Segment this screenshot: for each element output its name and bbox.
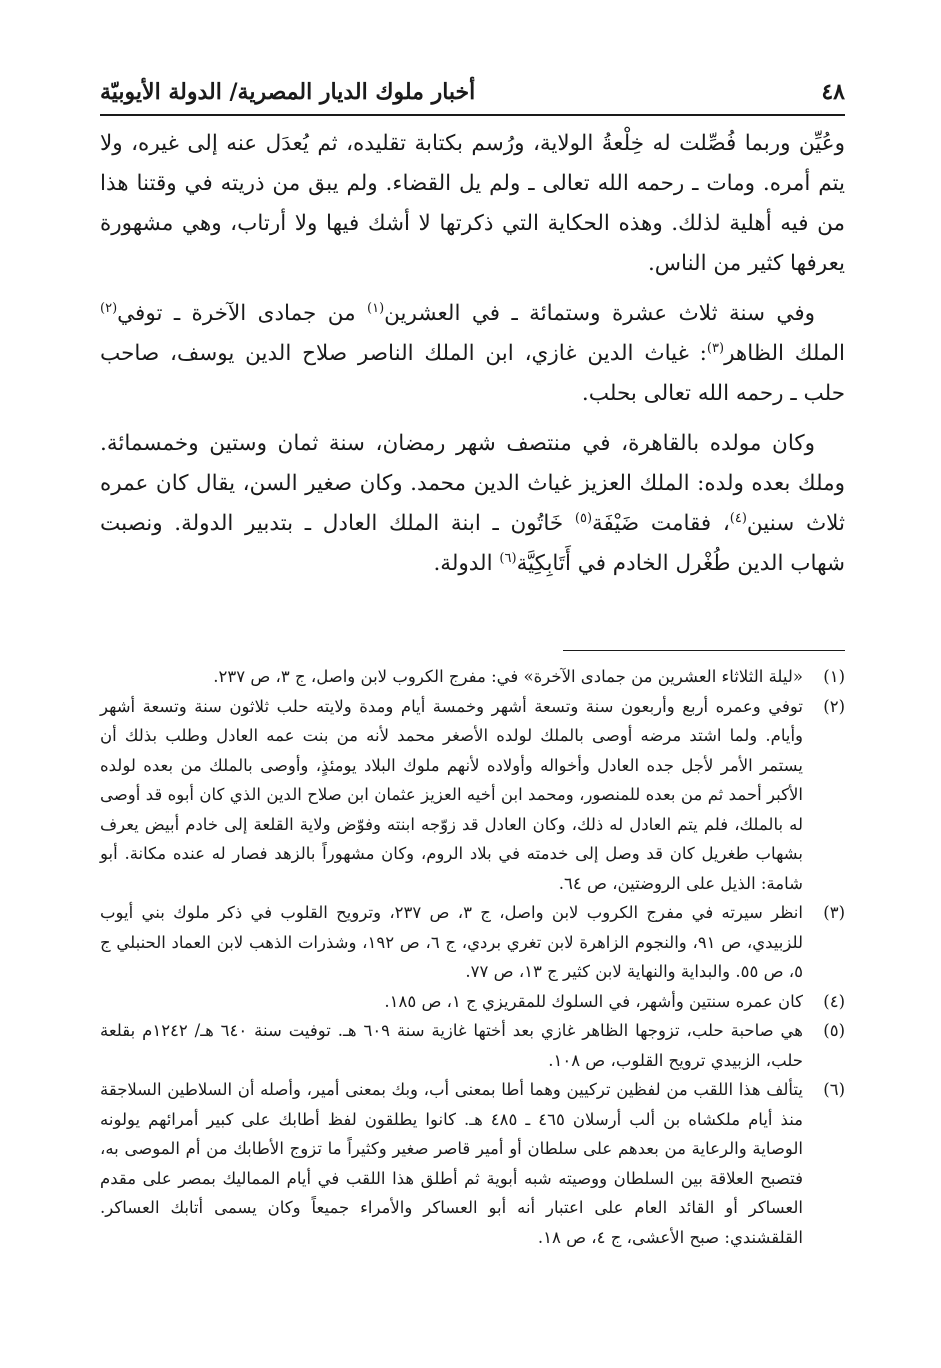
main-text	[100, 124, 845, 594]
paragraph-3-part-a: وكان مولده بالقاهرة، في منتصف شهر رمضان، سنة ثمان وستين وخمسمائة. وملك بعده ولده: الملك العزيز غياث الدين محمد. وكان صغير السن، يقال كان عمره ثلاث سنين	[100, 431, 845, 536]
footnote-number: (٢)	[823, 696, 845, 716]
footnote-item	[100, 898, 845, 987]
footnote-ref-1[interactable]: (١)	[367, 300, 385, 316]
footnote-number: (١)	[823, 667, 845, 686]
page-header	[100, 68, 845, 116]
paragraph-3	[100, 424, 845, 584]
footnote-ref-3[interactable]: (٣)	[706, 340, 725, 356]
footnote-text: هي صاحبة حلب، تزوجها الظاهر غازي بعد أختها غازية سنة ٦٠٩ هـ. توفيت سنة ٦٤٠ هـ/ ١٢٤٢م بقلعة حلب، الزبيدي ترويح القلوب، ص ١٠٨.	[100, 1021, 803, 1070]
page-number: ٤٨	[821, 79, 845, 105]
footnote-divider	[563, 650, 845, 651]
paragraph-3-part-d: الدولة.	[433, 551, 500, 576]
footnote-item	[100, 1016, 845, 1075]
footnote-text: «ليلة الثلاثاء العشرين من جمادى الآخرة» في: مفرج الكروب لابن واصل، ج ٣، ص ٢٣٧.	[213, 667, 803, 686]
footnote-item	[100, 692, 845, 899]
paragraph-2-part-a: وفي سنة ثلاث عشرة وستمائة ـ في العشرين	[384, 301, 815, 326]
footnote-item	[100, 987, 845, 1017]
footnote-number: (٥)	[823, 1021, 845, 1040]
footnote-text: كان عمره سنتين وأشهر، في السلوك للمقريزي ج ١، ص ١٨٥.	[384, 991, 803, 1011]
paragraph-2-part-d: : غياث الدين غازي، ابن الملك الناصر صلاح الدين يوسف، صاحب حلب ـ رحمه الله تعالى بحلب.	[100, 341, 845, 406]
header-divider	[100, 114, 845, 116]
paragraph-3-part-b: ، فقامت ضَيْفَة	[592, 511, 730, 536]
paragraph-1: وعُيِّن وربما فُصِّلت له خِلْعةُ الولاية، ورُسم بكتابة تقليده، ثم يُعدَل عنه إلى غيره، ولا يتم أمره. ومات ـ رحمه الله تعالى ـ ولم يل القضاء. ولم يبق من ذريته في وقتنا هذا من فيه أهلية لذلك. وهذه الحكاية التي ذكرتها لا أشك فيها ولا أرتاب، وهي مشهورة يعرفها كثير من الناس.	[100, 131, 845, 276]
paragraph-2	[100, 294, 845, 414]
footnote-text: توفي وعمره أربع وأربعون سنة وتسعة أشهر وخمسة أيام ومدة ولايته حلب ثلاثون سنة وتسعة أشهر وأيام. ولما اشتد مرضه أوصى بالملك لولده الأصغر محمد لأنه من بنت عمه العادل وطلب بذلك أن يستمر الأمر لأجل جده العادل وأخواله وأولاده لأنهم ملوك البلاد يومئذٍ، وأوصى بالملك من بعده لولده الأكبر أحمد ثم من بعده للمنصور، ومحمد ابن أخيه العزيز عثمان ابن صلاح الدين الذي كان أبوه قد أوصى له بالملك، فلم يتم العادل له ذلك، وكان العادل قد زوّجه ابنته وفوّض ولاية القلعة إلى خادم أبيض يعرف بشهاب طغريل كان قد وصل إلى خدمته في بلاد الروم، وكان مشهوراً بالزهد فصار له عنده مكانة. أبو شامة: الذيل على الروضتين، ص ٦٤.	[100, 696, 803, 893]
paragraph-3-part-c: خَاتُون ـ ابنة الملك العادل ـ بتدبير الدولة. ونصبت شهاب الدين طُغْرل الخادم في أَتَابِكِيَّة	[100, 511, 845, 576]
footnote-ref-2[interactable]: (٢)	[100, 300, 118, 316]
footnote-item	[100, 662, 845, 692]
footnote-ref-5[interactable]: (٥)	[574, 510, 593, 526]
paragraph-2-part-b: من جمادى الآخرة ـ توفي	[117, 301, 367, 326]
footnote-text: انظر سيرته في مفرج الكروب لابن واصل، ج ٣، ص ٢٣٧، وترويح القلوب في ذكر ملوك بني أيوب للزبيدي، ص ٩١، والنجوم الزاهرة لابن تغري بردي، ج ٦، ص ١٩٢، وشذرات الذهب لابن العماد الحنبلي ج ٥، ص ٥٥. والبداية والنهاية لابن كثير ج ١٣، ص ٧٧.	[100, 903, 803, 981]
footnote-ref-4[interactable]: (٤)	[729, 510, 747, 526]
footnote-number: (٣)	[823, 903, 845, 922]
footnotes	[100, 662, 845, 1252]
running-title: أخبار ملوك الديار المصرية/ الدولة الأيوبيّة	[100, 79, 476, 105]
footnote-number: (٤)	[823, 991, 845, 1011]
paragraph-2-part-c: الملك الظاهر	[724, 341, 845, 366]
footnote-number: (٦)	[823, 1080, 845, 1099]
footnote-item	[100, 1075, 845, 1252]
footnote-ref-6[interactable]: (٦)	[499, 550, 517, 566]
footnote-text: يتألف هذا اللقب من لفظين تركيين وهما أطا بمعنى أب، وبك بمعنى أمير، وأصله أن السلاطين السلاجقة منذ أيام ملكشاه بن ألب أرسلان ٤٦٥ ـ ٤٨٥ هـ. كانوا يطلقون لفظ أطابك على كبير أمرائهم يولونه الوصاية والرعاية من بعدهم على سلطان أو أمير قاصر صغير وكثيراً ما تزوج الأطابك من أم الموصى به، فتصبح العلاقة بين السلطان ووصيته شبه أبوية ثم أطلق هذا اللقب في أيام المماليك بمصر على مقدم العساكر أو القائد العام على اعتبار أنه أبو العساكر والأمراء جميعاً وكان يسمى أتابك العساكر. القلقشندي: صبح الأعشى، ج ٤، ص ١٨.	[100, 1080, 804, 1247]
